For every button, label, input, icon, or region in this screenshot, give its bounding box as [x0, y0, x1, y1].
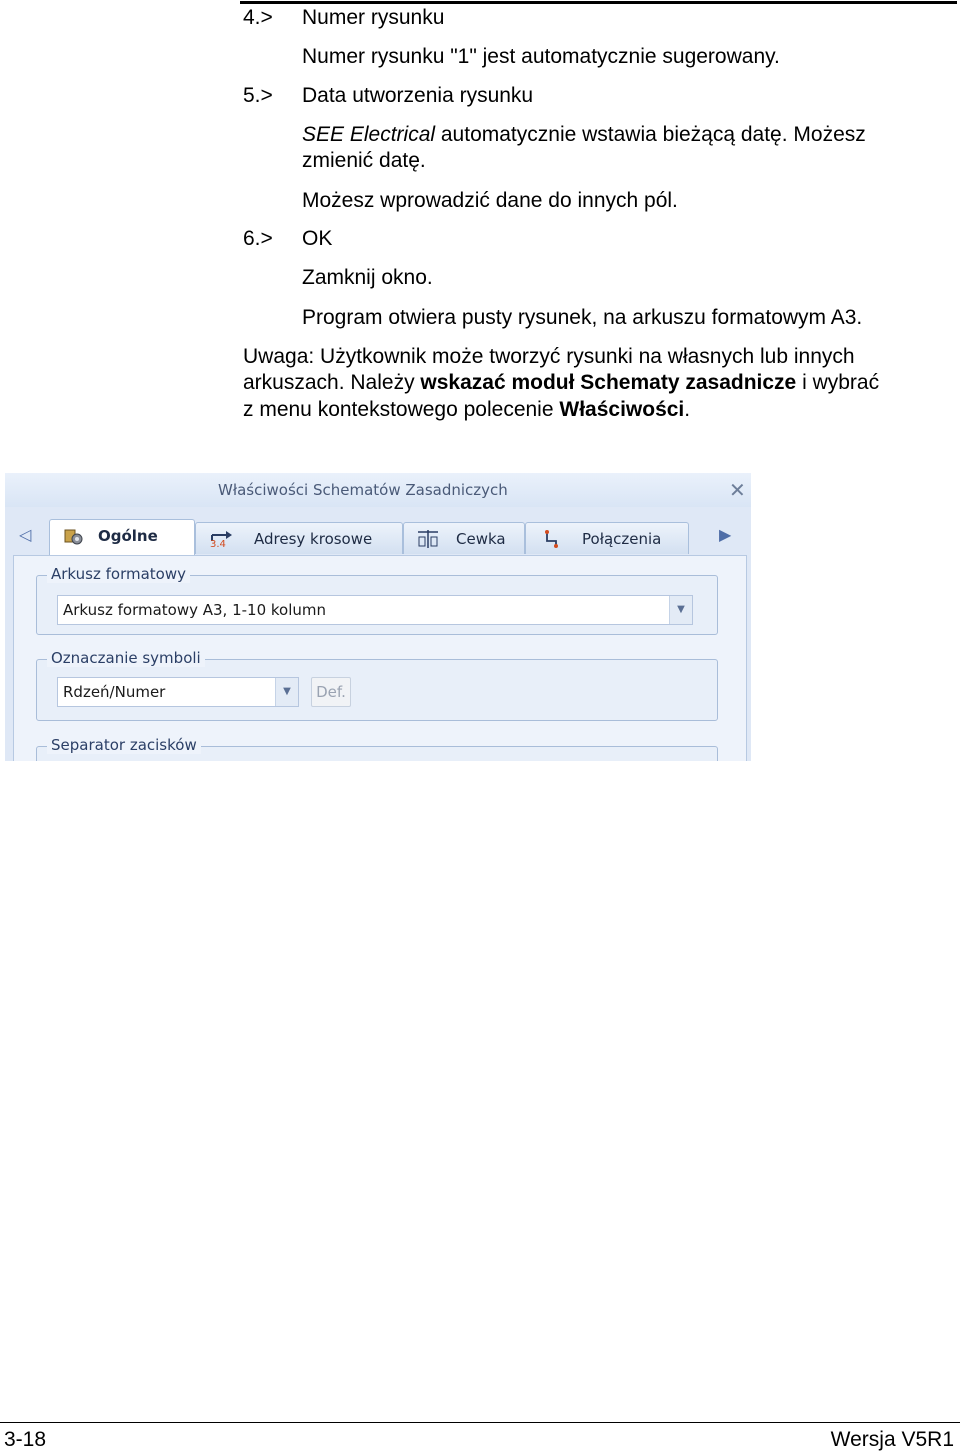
product-name: SEE Electrical [302, 123, 436, 146]
note-bold: Właściwości [559, 398, 685, 421]
group-legend: Separator zacisków [47, 736, 201, 754]
select-value: Rdzeń/Numer [63, 683, 166, 701]
note-bold: wskazać moduł Schematy zasadnicze [420, 371, 797, 394]
tab-label: Cewka [456, 530, 506, 548]
group-sheet [36, 565, 718, 635]
step-title: OK [302, 227, 333, 250]
step-text [302, 121, 866, 148]
tab-label: Połączenia [582, 530, 662, 548]
group-legend: Arkusz formatowy [47, 565, 190, 583]
properties-dialog [5, 473, 751, 761]
tab-scroll-right-icon[interactable]: ▶ [719, 525, 732, 544]
chevron-down-icon[interactable]: ▼ [669, 596, 692, 624]
group-terminal-separator [36, 736, 718, 761]
close-icon[interactable]: ✕ [729, 478, 746, 502]
step-text: Możesz wprowadzić dane do innych pól. [302, 189, 678, 212]
def-button[interactable]: Def. [311, 677, 351, 707]
tab-scroll-left-icon[interactable]: ◁ [19, 525, 32, 544]
note-part: . [684, 398, 691, 421]
tab-panel-general [13, 555, 747, 761]
tab-general[interactable] [49, 519, 195, 555]
page-number: 3-18 [4, 1428, 47, 1451]
step-number: 6.> [243, 227, 273, 250]
chevron-down-icon[interactable]: ▼ [275, 678, 298, 706]
tab-connections[interactable] [525, 522, 689, 554]
step-text: Numer rysunku "1" jest automatycznie sugerowany. [302, 45, 780, 68]
step-text: zmienić datę. [302, 149, 426, 172]
tab-coil[interactable] [403, 522, 525, 554]
group-symbols [36, 649, 718, 721]
footer-rule [0, 1422, 960, 1423]
step-text: Program otwiera pusty rysunek, na arkuszu formatowym A3. [302, 306, 863, 329]
sheet-format-select[interactable] [57, 595, 693, 625]
group-legend: Oznaczanie symboli [47, 649, 205, 667]
dialog-titlebar [5, 473, 751, 507]
note-text [243, 396, 690, 423]
note-text [243, 369, 879, 396]
step-number: 5.> [243, 84, 273, 107]
general-icon [62, 526, 84, 546]
step-number: 4.> [243, 6, 273, 29]
note-text: Uwaga: Użytkownik może tworzyć rysunki na własnych lub innych [243, 345, 855, 368]
symbol-designation-select[interactable] [57, 677, 299, 707]
select-value: Arkusz formatowy A3, 1-10 kolumn [63, 601, 327, 619]
tab-label: Adresy krosowe [254, 530, 373, 548]
step-text: Zamknij okno. [302, 266, 433, 289]
connections-icon [542, 529, 564, 549]
coil-icon [416, 529, 440, 549]
dialog-title: Właściwości Schematów Zasadniczych [218, 481, 508, 499]
tab-badge: 3.4 [210, 539, 226, 550]
tab-strip [5, 519, 751, 555]
step-title: Data utworzenia rysunku [302, 84, 534, 107]
step-text-rest: automatycznie wstawia bieżącą datę. Możesz [435, 123, 866, 146]
note-part: z menu kontekstowego polecenie [243, 398, 560, 421]
step-title: Numer rysunku [302, 6, 445, 29]
tab-cross-references[interactable] [195, 522, 403, 554]
version-label: Wersja V5R1 [830, 1428, 954, 1451]
note-part: arkuszach. Należy [243, 371, 421, 394]
note-part: i wybrać [796, 371, 880, 394]
tab-label: Ogólne [98, 527, 158, 545]
